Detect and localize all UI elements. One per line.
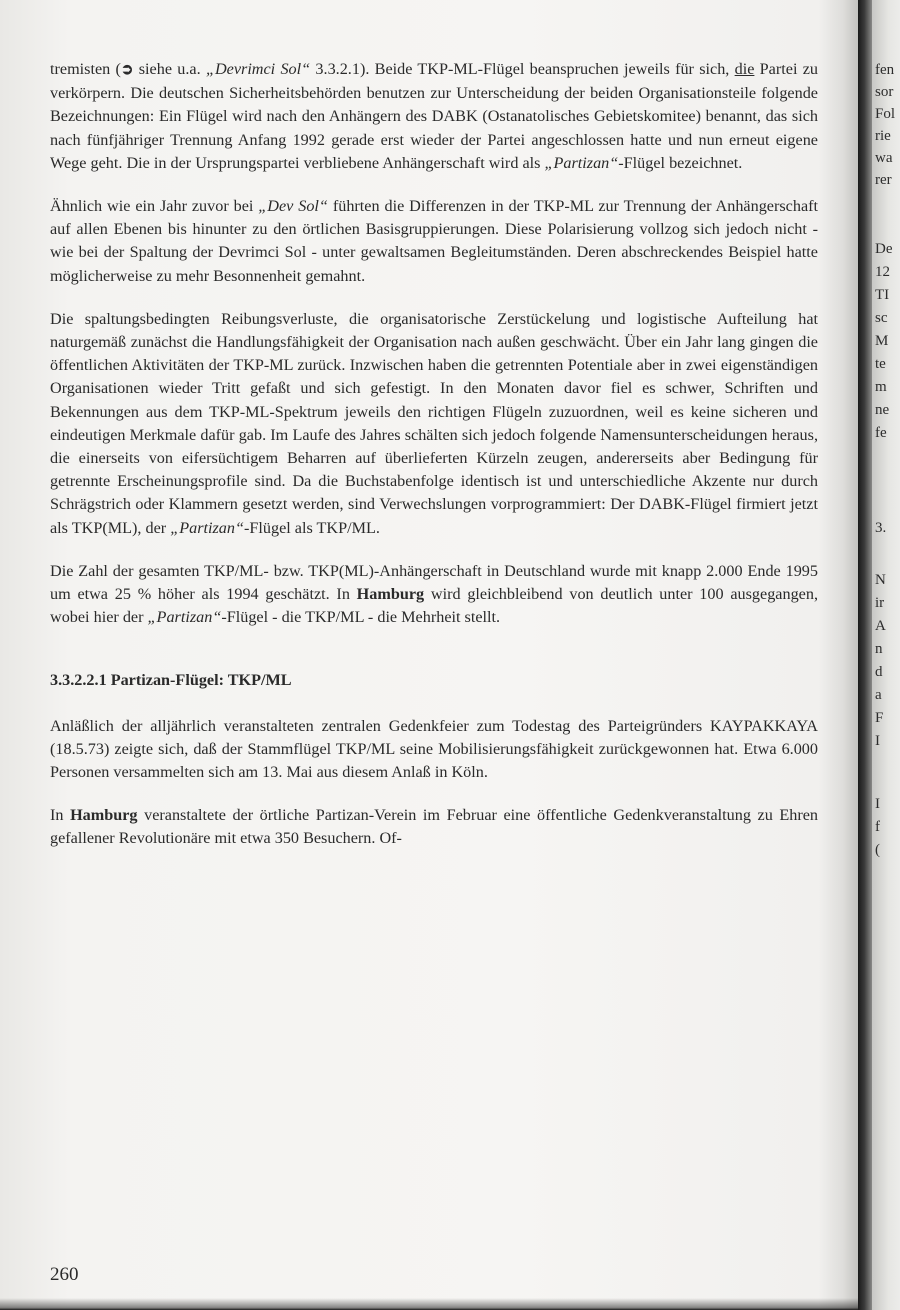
facing-page-text-fragment: A	[875, 618, 886, 634]
text-run: -Flügel - die TKP/ML - die Mehrheit stellt.	[221, 608, 501, 627]
facing-page-text-fragment: m	[875, 379, 887, 395]
facing-page-text-fragment: sc	[875, 310, 888, 326]
facing-page-text-fragment: De	[875, 241, 893, 257]
facing-page-text-fragment: 12	[875, 264, 890, 280]
bottom-edge-shadow	[0, 1298, 862, 1310]
text-run: „Partizan“	[544, 153, 619, 172]
text-run: Hamburg	[70, 806, 138, 825]
facing-page-text-fragment: F	[875, 710, 884, 726]
paragraph	[50, 560, 818, 630]
facing-page-text-fragment: Fol	[875, 106, 896, 122]
paragraph	[50, 308, 818, 540]
facing-page-text-fragment: rie	[875, 128, 891, 144]
facing-page-text-fragment: M	[875, 333, 889, 349]
facing-page-text-fragment: rer	[875, 172, 892, 188]
book-spine	[858, 0, 872, 1310]
text-run: siehe u.a.	[133, 60, 206, 78]
text-run: „Partizan“	[170, 518, 244, 537]
facing-page-text-fragment: N	[875, 572, 886, 588]
facing-page-text-fragment: (	[875, 842, 880, 858]
facing-page-text-fragment: te	[875, 356, 886, 372]
body-section-1	[50, 58, 818, 629]
paragraph	[50, 715, 818, 785]
text-run: -Flügel bezeichnet.	[618, 153, 743, 172]
text-run: Anläßlich der alljährlich veranstalteten zentralen Gedenkfeier zum Todestag des Parteigründers KAYPAKKAYA (18.5.73) zeigte sich, daß der Stammflügel TKP/ML seine Mobilisierungsfähigkeit zurückgewonnen hat. Etwa 6.000 Personen versammelten sich am 13. Mai aus diesem Anlaß in Köln.	[50, 716, 818, 782]
text-run: Hamburg	[356, 585, 425, 604]
paragraph	[50, 195, 818, 288]
facing-page-text-fragment: d	[875, 664, 883, 680]
text-run: 3.3.2.1). Beide TKP-ML-Flügel beanspruchen jeweils für sich,	[310, 60, 735, 78]
arrow-icon: ➲	[120, 62, 134, 78]
facing-page-text-fragment: sor	[875, 84, 894, 100]
facing-page-text-fragment: ne	[875, 402, 890, 418]
text-run: -Flügel als TKP/ML.	[243, 518, 380, 537]
text-run: die	[734, 60, 755, 78]
text-run: „Dev Sol“	[258, 197, 328, 216]
facing-page-text-fragment: I	[875, 733, 880, 749]
page-number: 260	[50, 1264, 79, 1285]
section-heading: 3.3.2.2.1 Partizan-Flügel: TKP/ML	[50, 671, 292, 690]
facing-page-text-fragment: 3.	[875, 520, 887, 536]
facing-page-text-fragment: f	[875, 819, 880, 835]
text-run: wird gleichbleibend von deutlich unter 100 ausgegangen, wobei hier der	[50, 585, 818, 627]
facing-page-text-fragment: wa	[875, 150, 893, 166]
paragraph	[50, 58, 818, 175]
gutter-shadow	[818, 0, 860, 1310]
text-run: Ähnlich wie ein Jahr zuvor bei	[50, 197, 259, 216]
text-run: veranstaltete der örtliche Partizan-Verein im Februar eine öffentliche Gedenkveranstaltung zu Ehren gefallener Revolutionäre mit etwa 350 Besuchern. Of-	[50, 806, 819, 848]
text-run: Partei zu verkörpern. Die deutschen Sicherheitsbehörden benutzen zur Unterscheidung der beiden Organisationsteile folgende Bezeichnungen: Ein Flügel wird nach den Anhängern des DABK (Ostanatolisches Gebietskomitee) benannt, das sich nach fünfjähriger Trennung Anfang 1992 gerade erst wieder der Partei angeschlossen hatte und nun erneut eigene Wege geht. Die in der Ursprungspartei verbliebene Anhängerschaft wird als	[50, 60, 818, 172]
facing-page-text-fragment: a	[875, 687, 882, 703]
paragraph	[50, 804, 818, 850]
facing-page-edge	[872, 0, 900, 1310]
text-run: tremisten (	[50, 60, 121, 78]
facing-page-text-fragment: fe	[875, 425, 887, 441]
text-run: Die Zahl der gesamten TKP/ML- bzw. TKP(ML)-Anhängerschaft in Deutschland wurde mit knapp 2.000 Ende 1995 um etwa 25 % höher als 1994 geschätzt. In	[50, 561, 818, 604]
body-section-2	[50, 715, 818, 851]
text-run: führten die Differenzen in der TKP-ML zur Trennung der Anhängerschaft auf allen Ebenen bis hinunter zu den örtlichen Basisgruppierungen. Diese Polarisierung vollzog sich jedoch nicht - wie bei der Spaltung der Devrimci Sol - unter gewaltsamen Begleitumständen. Deren abschreckendes Beispiel hatte möglicherweise zu mehr Besonnenheit gemahnt.	[50, 197, 819, 285]
facing-page-text-fragment: TI	[875, 287, 890, 303]
facing-page-text-fragment: ir	[875, 595, 885, 611]
facing-page-text-fragment: fen	[875, 62, 895, 78]
text-run: „Devrimci Sol“	[205, 60, 311, 78]
text-column	[50, 58, 818, 871]
text-run: „Partizan“	[147, 608, 222, 627]
text-run: In	[50, 806, 71, 825]
facing-page-text-fragment: I	[875, 796, 880, 812]
facing-page-text-fragment: n	[875, 641, 883, 657]
text-run: Die spaltungsbedingten Reibungsverluste, die organisatorische Zerstückelung und logistische Aufteilung hat naturgemäß zunächst die Handlungsfähigkeit der Organisation nach außen geschwächt. Über ein Jahr lang gingen die öffentlichen Aktivitäten der TKP-ML zurück. Inzwischen haben die getrennten Potentiale aber in zwei eigenständigen Organisationen wieder Tritt gefaßt und sich gefestigt. In den Monaten davor fiel es schwer, Schriften und Bekennungen aus dem TKP-ML-Spektrum jeweils den richtigen Flügeln zuzuordnen, weil es keine sicheren und eindeutigen Merkmale dafür gab. Im Laufe des Jahres schälten sich jedoch folgende Namensunterscheidungen heraus, die einerseits von eifersüchtigem Beharren auf überlieferten Kürzeln zeugen, andererseits aber Bedingung für getrennte Erscheinungsprofile sind. Da die Buchstabenfolge identisch ist und unterschiedliche Akzente nur durch Schrägstrich oder Klammern gesetzt werden, sind Verwechslungen vorprogrammiert: Der DABK-Flügel firmiert jetzt als TKP(ML), der	[50, 309, 818, 537]
